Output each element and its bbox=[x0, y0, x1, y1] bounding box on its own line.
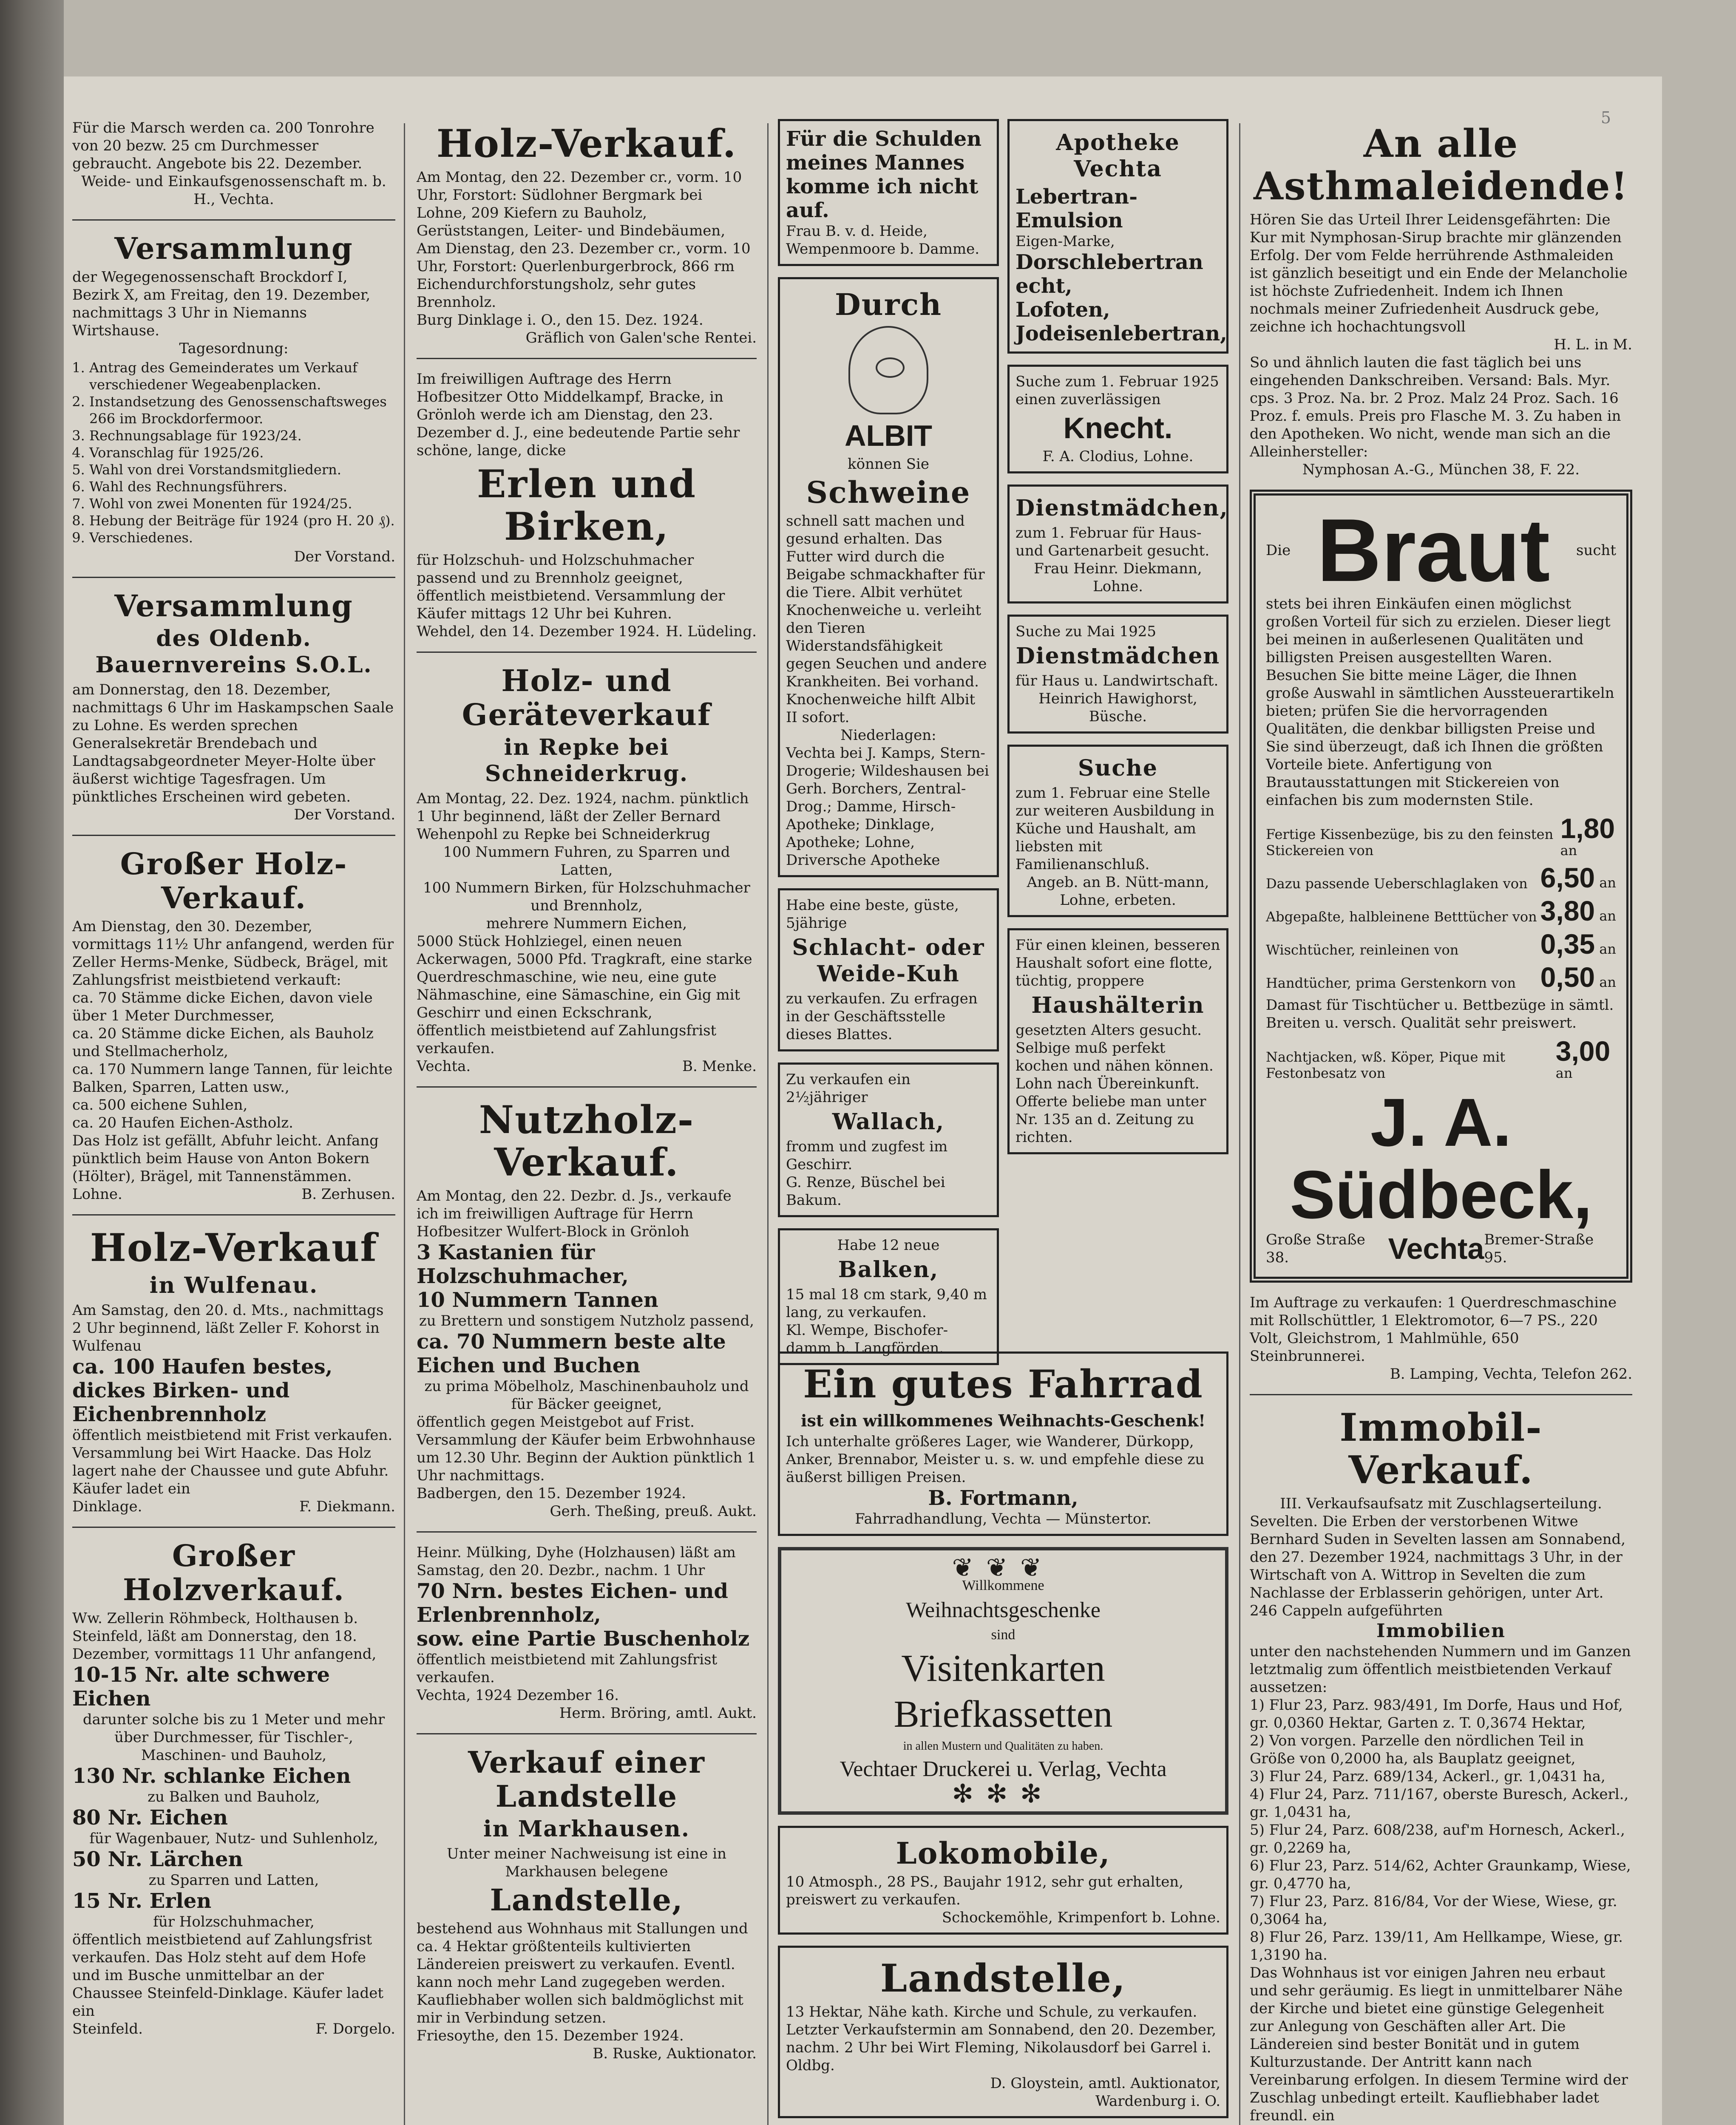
newspaper-page bbox=[64, 76, 1662, 2125]
price-label: Nachtjacken, wß. Köper, Pique mit Festonbesatz von bbox=[1266, 1049, 1506, 1081]
ad-title: Erlen und Birken, bbox=[477, 462, 697, 549]
ad-text: Am Dienstag, den 30. Dezember, vormittags 11½ Uhr anfangend, werden für Zeller Herms-Menke, Südbeck, Brägel, mit Zahlungsfrist meistbietend verkauft: bbox=[72, 918, 394, 989]
ad-apotheke bbox=[1007, 119, 1228, 354]
ad-text: öffentlich meistbietend mit Zahlungsfrist verkaufen. bbox=[417, 1651, 718, 1686]
ad-highlight: Knecht. bbox=[1063, 411, 1173, 445]
ad-signature: B. Menke. bbox=[682, 1058, 757, 1075]
ad-text: Damast für Tischtücher u. Bettbezüge in sämtl. Breiten u. versch. Qualität sehr preiswert. bbox=[1266, 997, 1614, 1031]
ad-marsch bbox=[72, 119, 395, 208]
page-number: 5 bbox=[1600, 108, 1611, 127]
agenda-item: 9. Verschiedenes. bbox=[89, 529, 395, 546]
ad-highlight: Haushälterin bbox=[1031, 992, 1205, 1018]
ad-subtitle: in Markhausen. bbox=[483, 1816, 690, 1842]
ad-title: Landstelle, bbox=[880, 1956, 1126, 2001]
ad-text: am Donnerstag, den 18. Dezember, nachmittags 6 Uhr im Haskampschen Saale zu Lohne. Es werden sprechen Generalsekretär Brendebach und Landtagsabgeordneter Meyer-Holte über äußerst wichtige Tagesfragen. Um pünktliches Erscheinen wird gebeten. bbox=[72, 681, 394, 805]
item-detail: für Holzschuhmacher, bbox=[153, 1913, 315, 1930]
price-value: 0,35 bbox=[1540, 928, 1595, 960]
ad-grosser-holzverkauf-2 bbox=[72, 1539, 395, 2038]
ad-highlight: Briefkassetten bbox=[894, 1693, 1113, 1735]
ad-text: Eigen-Marke, bbox=[1016, 233, 1115, 250]
ad-highlight: Suche bbox=[1078, 755, 1158, 781]
price-unit: an bbox=[1599, 941, 1616, 957]
ad-signature: B. Ruske, Auktionator. bbox=[593, 2045, 757, 2062]
ad-highlight: Schlacht- oder Weide-Kuh bbox=[792, 935, 985, 987]
ad-wallach bbox=[778, 1062, 999, 1217]
ornament: ✻✻✻ bbox=[952, 1780, 1055, 1808]
brand-name: ALBIT bbox=[844, 419, 933, 452]
ad-highlight: Lofoten, Jodeisenlebertran, bbox=[1016, 298, 1227, 346]
ad-signature: Frau B. v. d. Heide, Wempenmoore b. Damme. bbox=[786, 223, 979, 258]
ad-signature: Schockemöhle, Krimpenfort b. Lohne. bbox=[942, 1909, 1220, 1926]
ad-albit bbox=[778, 277, 999, 877]
divider bbox=[417, 1733, 757, 1734]
ad-text: öffentlich gegen Meistgebot auf Frist. Versammlung der Käufer beim Erbwohnhause um 12.30 Uhr. Beginn der Auktion pünktlich 1 Uhr nachmittags. bbox=[417, 1414, 756, 1484]
ad-highlight: sow. eine Partie Buschenholz bbox=[417, 1627, 750, 1651]
ad-text: Habe eine beste, güste, 5jährige bbox=[786, 897, 959, 932]
ad-text: gesetzten Alters gesucht. Selbige muß perfekt kochen und nähen können. Lohn nach Übereinkunft. Offerte beliebe man unter Nr. 135 an d. Zeitung zu richten. bbox=[1016, 1022, 1214, 1146]
ad-grosser-holzverkauf-1 bbox=[72, 847, 395, 1203]
ad-subtitle: in Repke bei Schneiderkrug. bbox=[485, 734, 689, 787]
divider bbox=[72, 219, 395, 221]
ad-footer bbox=[72, 1498, 395, 1516]
ad-text: Hören Sie das Urteil Ihrer Leidensgefährten: Die Kur mit Nymphosan-Sirup brachte mir glänzenden Erfolg. Der vom Felde herrührende Asthmaleiden ist gänzlich beseitigt und ein Ende der Melancholie ist höchste Zufriedenheit. Indem ich Ihnen nochmals meiner Zufriedenheit Ausdruck gebe, zeichne ich hochachtungsvoll bbox=[1250, 211, 1628, 335]
ad-geraeteverkauf bbox=[417, 664, 757, 1075]
price-row bbox=[1266, 1037, 1616, 1081]
ad-holzverkauf-wulfenau bbox=[72, 1227, 395, 1516]
ad-text: Vechta bei J. Kamps, Stern-Drogerie; Wildeshausen bei Gerh. Borchers, Zentral-Drog.; Damme, Hirsch-Apotheke; Dinklage, Apotheke; Lohne, Driversche Apotheke bbox=[786, 745, 989, 869]
ad-text: So und ähnlich lauten die fast täglich bei uns eingehenden Dankschreiben. Versand: Bals. Myr. cps. 3 Proz. Na. br. 2 Proz. Malz 24 Proz. Sach. 16 Proz. f. emuls. Preis pro Flasche M. 3. Zu haben in den Apotheken. Wo nicht, wende man sich an die Alleinhersteller: bbox=[1250, 354, 1621, 460]
list-item: mehrere Nummern Eichen, bbox=[486, 915, 687, 932]
ad-title: Versammlung bbox=[114, 231, 353, 266]
price-label: Fertige Kissenbezüge, bis zu den feinsten Stickereien von bbox=[1266, 826, 1554, 858]
price-unit: an bbox=[1599, 974, 1616, 990]
agenda-item: 3. Rechnungsablage für 1923/24. bbox=[89, 427, 395, 444]
divider bbox=[72, 1214, 395, 1216]
item-detail: für Wagenbauer, Nutz- und Suhlenholz, bbox=[89, 1830, 378, 1847]
list-item: ca. 170 Nummern lange Tannen, für leichte Balken, Sparren, Latten usw., bbox=[72, 1061, 393, 1096]
ad-signature: F. Dorgelo. bbox=[315, 2020, 395, 2037]
ad-braut bbox=[1250, 490, 1632, 1283]
ad-text: zum 1. Februar eine Stelle zur weiteren Ausbildung in Küche und Haushalt, am liebsten mit Familienanschluß. bbox=[1016, 785, 1215, 873]
price-row bbox=[1266, 897, 1616, 925]
ad-text: fromm und zugfest im Geschirr. bbox=[786, 1138, 948, 1173]
price-row bbox=[1266, 814, 1616, 858]
list-item: 1) Flur 23, Parz. 983/491, Im Dorfe, Haus und Hof, gr. 0,0360 Hektar, Garten z. T. 0,3674 Hektar, bbox=[1250, 1697, 1623, 1731]
ad-signature: H. Lüdeling. bbox=[666, 623, 757, 640]
ad-highlight: ca. 100 Haufen bestes, dickes Birken- und Eichenbrennholz bbox=[72, 1355, 333, 1426]
ad-nutzholz bbox=[417, 1099, 757, 1520]
ad-text: zum 1. Februar für Haus- und Gartenarbeit gesucht. bbox=[1016, 524, 1210, 559]
ad-title: Großer Holzverkauf. bbox=[123, 1538, 345, 1607]
item-detail: zu prima Möbelholz, Maschinenbauholz und für Bäcker geeignet, bbox=[424, 1378, 749, 1413]
ad-date: Friesoythe, den 15. Dezember 1924. bbox=[417, 2027, 684, 2044]
ad-signature: Heinrich Hawighorst, Büsche. bbox=[1038, 690, 1197, 725]
ad-text: schnell satt machen und gesund erhalten. Das Futter wird durch die Beigabe schmackhafter für die Tiere. Albit verhütet Knochenweiche u. verleiht den Tieren Widerstandsfähigkeit gegen Seuchen und andere Krankheiten. Bei vorhand. Knochenweiche hilft Albit II sofort. bbox=[786, 513, 987, 726]
divider bbox=[1250, 1394, 1632, 1395]
divider bbox=[417, 358, 757, 359]
ad-text: Sevelten. Die Erben der verstorbenen Witwe Bernhard Suden in Sevelten lassen am Sonnabend, den 27. Dezember 1924, nachmittags 3 Uhr, in der Wirtschaft von A. Wittrop in Sevelten die zum Nachlasse der Erblasserin gehörigen, unter Art. 246 Cappeln aufgeführten bbox=[1250, 1513, 1626, 1619]
agenda-item: 6. Wahl des Rechnungsführers. bbox=[89, 478, 395, 495]
ad-signature: Vechtaer Druckerei u. Verlag, Vechta bbox=[840, 1757, 1167, 1781]
ad-text: Ww. Zellerin Röhmbeck, Holthausen b. Steinfeld, läßt am Donnerstag, den 18. Dezember, vormittags 11 Uhr anfangend, bbox=[72, 1610, 377, 1663]
item-detail: zu Balken und Bauholz, bbox=[148, 1788, 320, 1805]
ad-versammlung-1 bbox=[72, 232, 395, 566]
ad-balken bbox=[778, 1228, 999, 1365]
list-item: 4) Flur 24, Parz. 711/167, oberste Buresch, Ackerl., gr. 1,0431 ha, bbox=[1250, 1786, 1629, 1821]
price-value: 1,80 bbox=[1560, 813, 1615, 844]
item-detail: darunter solche bis zu 1 Meter und mehr über Durchmesser, für Tischler-, Maschinen- und Bauholz, bbox=[82, 1711, 385, 1764]
divider bbox=[72, 835, 395, 836]
ad-text: zu verkaufen. Zu erfragen in der Geschäftsstelle dieses Blattes. bbox=[786, 990, 978, 1043]
item-heading: 10-15 Nr. alte schwere Eichen bbox=[72, 1663, 330, 1711]
column-rule bbox=[404, 123, 405, 2125]
list-item: 100 Nummern Birken, für Holzschuhmacher und Brennholz, bbox=[423, 879, 750, 914]
ad-highlight: Balken, bbox=[838, 1257, 939, 1283]
agenda-item: 1. Antrag des Gemeinderates um Verkauf verschiedener Wegeabenplacken. bbox=[89, 359, 395, 393]
ad-text: 13 Hektar, Nähe kath. Kirche und Schule, zu verkaufen. Letzter Verkaufstermin am Sonnabend, den 20. Dezember, nachm. 2 Uhr bei Wirt Fleming, Nikolausdorf bei Garrel i. Oldbg. bbox=[786, 2003, 1217, 2074]
ad-title: Lokomobile, bbox=[896, 1836, 1111, 1871]
ad-signature: Gräflich von Galen'sche Rentei. bbox=[525, 329, 757, 346]
ad-title: Holz-Verkauf. bbox=[436, 121, 737, 166]
list-item: unter den nachstehenden Nummern und im Ganzen letztmalig zum öffentlich meistbietenden Verkauf aussetzen: bbox=[1250, 1643, 1631, 1696]
ad-signature: Nymphosan A.-G., München 38, F. 22. bbox=[1302, 461, 1580, 478]
ad-signature: Kl. Wempe, Bischofer-damm b. Langförden. bbox=[786, 1322, 948, 1357]
ad-text: Heinr. Mülking, Dyhe (Holzhausen) läßt am Samstag, den 20. Dezbr., nachm. 1 Uhr bbox=[417, 1544, 736, 1579]
pig-illustration bbox=[848, 326, 928, 414]
ad-text: Am Montag, 22. Dez. 1924, nachm. pünktlich 1 Uhr beginnend, läßt der Zeller Bernard Wehenpohl zu Repke bei Schneiderkrug bbox=[417, 790, 749, 843]
ad-highlight: Wallach, bbox=[832, 1109, 945, 1135]
firm-name: J. A. Südbeck, bbox=[1290, 1084, 1592, 1232]
ad-footer bbox=[72, 2020, 395, 2038]
price-value: 0,50 bbox=[1540, 961, 1595, 993]
ad-date: Wehdel, den 14. Dezember 1924. bbox=[417, 623, 660, 640]
ad-title: An alle Asthmaleidende! bbox=[1253, 121, 1628, 209]
price-label: Abgepaßte, halbleinene Betttücher von bbox=[1266, 909, 1537, 925]
ad-erlen-birken bbox=[417, 370, 757, 640]
ad-versammlung-2 bbox=[72, 589, 395, 824]
list-item: ca. 20 Stämme dicke Eichen, als Bauholz und Stellmacherholz, bbox=[72, 1025, 374, 1060]
ad-fahrrad bbox=[778, 1352, 1228, 1536]
item-heading: 3 Kastanien für Holzschuhmacher, bbox=[417, 1241, 629, 1288]
ad-subtitle: in Wulfenau. bbox=[149, 1272, 318, 1298]
ad-signature: Weide- und Einkaufsgenossenschaft m. b. H., Vechta. bbox=[81, 173, 386, 208]
item-heading: 50 Nr. Lärchen bbox=[72, 1847, 243, 1871]
ad-highlight: Schweine bbox=[806, 475, 971, 510]
ad-title: Durch bbox=[835, 287, 942, 322]
ad-title: Holz-Verkauf bbox=[90, 1225, 378, 1270]
ad-subheading: Immobilien bbox=[1376, 1620, 1506, 1642]
ad-signature: H. L. in M. bbox=[1554, 336, 1632, 353]
ad-text: Unter meiner Nachweisung ist eine in Markhausen belegene bbox=[447, 1845, 726, 1880]
ad-schulden bbox=[778, 119, 999, 266]
ad-header bbox=[1266, 500, 1616, 600]
ad-highlight: 70 Nrn. bestes Eichen- und Erlenbrennholz, bbox=[417, 1579, 728, 1627]
ad-text: für Haus u. Landwirtschaft. bbox=[1016, 672, 1219, 689]
ad-text: öffentlich meistbietend auf Zahlungsfrist verkaufen. bbox=[417, 1022, 717, 1057]
ad-text: Habe 12 neue bbox=[837, 1237, 940, 1254]
ad-signature: Frau Heinr. Diekmann, Lohne. bbox=[1034, 560, 1202, 595]
firm-addresses bbox=[1266, 1231, 1616, 1266]
ad-place: Dinklage. bbox=[72, 1498, 142, 1515]
list-item: ca. 70 Stämme dicke Eichen, davon viele über 1 Meter Durchmesser, bbox=[72, 989, 373, 1024]
item-heading: ca. 70 Nummern beste alte Eichen und Buchen bbox=[417, 1330, 726, 1377]
ad-note: Das Holz ist gefällt, Abfuhr leicht. Anfang pünktlich beim Hause von Anton Bokern (Hölter), Brägel, mit Tannenstämmen. bbox=[72, 1132, 379, 1185]
ad-lokomobile bbox=[778, 1826, 1228, 1935]
ad-highlight: Dienstmädchen, bbox=[1016, 495, 1228, 521]
ad-text: Das Wohnhaus ist vor einigen Jahren neu erbaut und sehr geräumig. Es liegt in unmittelbarer Nähe der Kirche und bietet eine günstige Gelegenheit zur Anlegung von Geschäften aller Art. Die Ländereien sind bester Bonität und in gutem Kulturzustande. Der Antritt kann nach Vereinbarung erfolgen. In diesem Termine wird der Zuschlag unbedingt erteilt. Kaufliebhaber ladet freundl. ein bbox=[1250, 1964, 1628, 2124]
price-unit: an bbox=[1599, 908, 1616, 924]
list-item: 100 Nummern Fuhren, zu Sparren und Latten, bbox=[443, 844, 730, 878]
column-1 bbox=[72, 119, 395, 2049]
ad-footer bbox=[72, 1185, 395, 1203]
item-detail: zu Sparren und Latten, bbox=[148, 1872, 319, 1889]
ad-text: Für einen kleinen, besseren Haushalt sofort eine flotte, tüchtig, proppere bbox=[1016, 937, 1220, 989]
ad-text: Zu verkaufen ein 2½jähriger bbox=[786, 1071, 911, 1106]
price-value: 3,80 bbox=[1540, 895, 1595, 926]
ad-signature: Gerh. Theßing, preuß. Aukt. bbox=[550, 1503, 757, 1520]
ad-footer bbox=[417, 623, 757, 640]
agenda-item: 8. Hebung der Beiträge für 1924 (pro H. 20 ₰). bbox=[89, 512, 395, 529]
price-unit: an bbox=[1599, 875, 1616, 891]
agenda-item: 4. Voranschlag für 1925/26. bbox=[89, 444, 395, 461]
ad-asthma bbox=[1250, 122, 1632, 479]
ad-place: Vechta. bbox=[417, 1058, 471, 1075]
price-value: 3,00 bbox=[1555, 1035, 1611, 1067]
column-3-4-lower bbox=[778, 1352, 1228, 2125]
ad-highlight: Für die Schulden meines Mannes komme ich nicht auf. bbox=[786, 127, 982, 222]
ad-text: sind bbox=[991, 1627, 1016, 1643]
ad-suche bbox=[1007, 745, 1228, 917]
ad-title: Holz- und Geräteverkauf bbox=[462, 663, 712, 732]
ad-dienstmaedchen-2 bbox=[1007, 615, 1228, 734]
ad-signature: Der Vorstand. bbox=[294, 806, 395, 823]
ad-brennholz-dyhe bbox=[417, 1544, 757, 1722]
ad-signature: Der Vorstand. bbox=[294, 548, 395, 565]
column-rule bbox=[1239, 123, 1240, 2125]
divider bbox=[417, 1531, 757, 1533]
item-heading: 130 Nr. schlanke Eichen bbox=[72, 1764, 351, 1788]
list-item: 7) Flur 23, Parz. 816/84, Vor der Wiese, Wiese, gr. 0,3064 ha, bbox=[1250, 1893, 1617, 1928]
ad-signature: F. A. Clodius, Lohne. bbox=[1042, 448, 1194, 465]
ad-subtitle: ist ein willkommenes Weihnachts-Geschenk! bbox=[801, 1411, 1206, 1430]
ad-date: Badbergen, den 15. Dezember 1924. bbox=[417, 1485, 686, 1502]
ad-text: Für die Marsch werden ca. 200 Tonrohre von 20 bezw. 25 cm Durchmesser gebraucht. Angebote bis 22. Dezember. bbox=[72, 119, 374, 172]
ornament: ❦❦❦ bbox=[952, 1554, 1055, 1582]
ad-text: können Sie bbox=[848, 456, 929, 473]
ad-text: für Holzschuh- und Holzschuhmacher passend und zu Brennholz geeignet, öffentlich meistbietend. Versammlung der Käufer mittags 12 Uhr bei Kuhren. bbox=[417, 552, 725, 622]
ad-title: Weihnachtsgeschenke bbox=[906, 1598, 1101, 1622]
ad-text: in allen Mustern und Qualitäten zu haben. bbox=[903, 1740, 1103, 1753]
ad-signature: F. Diekmann. bbox=[299, 1498, 395, 1515]
ad-signature: Angeb. an B. Nütt-mann, Lohne, erbeten. bbox=[1027, 874, 1209, 909]
ad-highlight: Dienstmädchen bbox=[1016, 643, 1220, 669]
divider bbox=[72, 577, 395, 578]
item-detail: zu Brettern und sonstigem Nutzholz passend, bbox=[419, 1312, 755, 1329]
ad-address: Bremer-Straße 95. bbox=[1484, 1231, 1594, 1266]
ad-signature: G. Renze, Büschel bei Bakum. bbox=[786, 1174, 945, 1209]
ad-text: Im Auftrage zu verkaufen: 1 Querdreschmaschine mit Rollschüttler, 1 Elektromotor, 6—7 PS., 220 Volt, Gleichstrom, 1 Mahlmühle, 650 Steinbrunnerei. bbox=[1250, 1294, 1617, 1365]
ad-signature: Herm. Bröring, amtl. Aukt. bbox=[559, 1705, 757, 1722]
price-value: 6,50 bbox=[1540, 862, 1595, 893]
firm-city: Vechta bbox=[1388, 1232, 1484, 1265]
ad-text: Am Dienstag, den 23. Dezember cr., vorm. 10 Uhr, Forstort: Querlenburgerbrock, 866 rm Eichendurchforstungsholz, sehr gutes Brennholz. bbox=[417, 240, 751, 311]
list-item: 8) Flur 26, Parz. 139/11, Am Hellkampe, Wiese, gr. 1,3190 ha. bbox=[1250, 1929, 1623, 1964]
list-item: 3) Flur 24, Parz. 689/134, Ackerl., gr. 1,0431 ha, bbox=[1250, 1768, 1606, 1785]
divider bbox=[72, 1527, 395, 1528]
ad-landstelle-markhausen bbox=[417, 1745, 757, 2063]
item-heading: 80 Nr. Eichen bbox=[72, 1806, 228, 1830]
ad-druckerei bbox=[778, 1547, 1228, 1815]
ad-address: Fahrradhandlung, Vechta — Münstertor. bbox=[855, 1510, 1152, 1527]
ad-dienstmaedchen-1 bbox=[1007, 484, 1228, 604]
ad-title: Nutzholz-Verkauf. bbox=[479, 1097, 695, 1185]
ad-signature: D. Gloystein, amtl. Auktionator, bbox=[990, 2075, 1220, 2092]
divider bbox=[417, 652, 757, 653]
ad-text: Suche zu Mai 1925 bbox=[1016, 623, 1156, 640]
book-binding bbox=[0, 0, 64, 2125]
ad-text: 15 mal 18 cm stark, 9,40 m lang, zu verkaufen. bbox=[786, 1286, 987, 1321]
ad-signature: B. Zerhusen. bbox=[301, 1186, 395, 1203]
agenda-title: Tagesordnung: bbox=[179, 340, 289, 357]
ad-date: Burg Dinklage i. O., den 15. Dez. 1924. bbox=[417, 312, 703, 329]
divider bbox=[417, 1086, 757, 1088]
ad-text: Am Montag, den 22. Dezember cr., vorm. 10 Uhr, Forstort: Südlohner Bergmark bei Lohne, 209 Kiefern zu Bauholz, Gerüststangen, Leiter- und Bindebäumen, bbox=[417, 169, 742, 239]
ad-text: der Wegegenossenschaft Brockdorf I, Bezirk X, am Freitag, den 19. Dezember, nachmittags 3 Uhr in Niemanns Wirtshause. bbox=[72, 269, 371, 339]
ad-title: Verkauf einer Landstelle bbox=[468, 1745, 705, 1814]
price-row bbox=[1266, 864, 1616, 892]
ad-signature: B. Fortmann, bbox=[928, 1486, 1078, 1510]
column-4 bbox=[1007, 119, 1228, 1165]
ad-text: Die bbox=[1266, 542, 1291, 559]
ad-landstelle bbox=[778, 1946, 1228, 2118]
ad-signature: B. Lamping, Vechta, Telefon 262. bbox=[1390, 1366, 1632, 1383]
ad-text: 10 Atmosph., 28 PS., Baujahr 1912, sehr gut erhalten, preiswert zu verkaufen. bbox=[786, 1873, 1184, 1908]
ad-schlachtkuh bbox=[778, 888, 999, 1051]
ad-haushaelterin bbox=[1007, 928, 1228, 1154]
ad-text: Ich unterhalte größeres Lager, wie Wanderer, Dürkopp, Anker, Brennabor, Meister u. s. w. und empfehle diese zu äußerst billigen Preisen. bbox=[786, 1433, 1205, 1486]
list-item: 2) Von vorgen. Parzelle den nördlichen Teil in Größe von 0,2000 ha, als Bauplatz geeignet, bbox=[1250, 1732, 1584, 1767]
ad-text: öffentlich meistbietend mit Frist verkaufen. Versammlung bei Wirt Haacke. Das Holz lagert nahe der Chaussee und gute Abfuhr. Käufer ladet ein bbox=[72, 1427, 393, 1497]
price-label: Handtücher, prima Gerstenkorn von bbox=[1266, 975, 1516, 991]
ad-title: Ein gutes Fahrrad bbox=[803, 1362, 1203, 1407]
list-item: 5) Flur 24, Parz. 608/238, auf'm Hornesch, Ackerl., gr. 0,2269 ha, bbox=[1250, 1822, 1625, 1856]
ad-place: Lohne. bbox=[72, 1186, 122, 1203]
ad-title: Großer Holz-Verkauf. bbox=[120, 846, 348, 915]
agenda-item: 2. Instandsetzung des Genossenschaftsweges 266 im Brockdorfermoor. bbox=[89, 393, 395, 427]
agenda-item: 5. Wahl von drei Vorstandsmitgliedern. bbox=[89, 461, 395, 478]
price-unit: an bbox=[1555, 1065, 1573, 1081]
ad-title: Braut bbox=[1316, 500, 1550, 600]
ad-text: Am Samstag, den 20. d. Mts., nachmittags 2 Uhr beginnend, läßt Zeller F. Kohorst in Wulfenau bbox=[72, 1302, 384, 1354]
agenda-item: 7. Wohl von zwei Monenten für 1924/25. bbox=[89, 495, 395, 512]
price-label: Dazu passende Ueberschlaglaken von bbox=[1266, 876, 1528, 892]
column-3 bbox=[778, 119, 999, 1376]
list-item: 5000 Stück Hohlziegel, einen neuen Ackerwagen, 5000 Pfd. Tragkraft, eine starke Querdreschmaschine, wie neu, eine gute Nähmaschine, eine Sämaschine, ein Gig mit Geschirr und einen Eckschrank, bbox=[417, 933, 752, 1021]
ad-address: Wardenburg i. O. bbox=[1095, 2093, 1220, 2110]
ad-subtitle: III. Verkaufsaufsatz mit Zuschlagserteilung. bbox=[1280, 1495, 1602, 1512]
ad-text: Im freiwilligen Auftrage des Herrn Hofbesitzer Otto Middelkampf, Bracke, in Grönloh werde ich am Dienstag, den 23. Dezember d. J., eine bedeutende Partie sehr schöne, lange, dicke bbox=[417, 371, 740, 459]
list-item: ca. 500 eichene Suhlen, bbox=[72, 1096, 248, 1114]
ad-text: Am Montag, den 22. Dezbr. d. Js., verkaufe ich im freiwilligen Auftrage für Herrn Hofbesitzer Wulfert-Block in Grönloh bbox=[417, 1187, 732, 1240]
ad-title: Apotheke Vechta bbox=[1056, 130, 1180, 182]
list-item: ca. 20 Haufen Eichen-Astholz. bbox=[72, 1114, 293, 1131]
ad-subheading: Niederlagen: bbox=[840, 727, 936, 744]
ad-place: Steinfeld. bbox=[72, 2020, 143, 2037]
column-5 bbox=[1250, 119, 1632, 2125]
price-row bbox=[1266, 963, 1616, 991]
ad-footer bbox=[417, 1057, 757, 1075]
ad-text: öffentlich meistbietend auf Zahlungsfrist verkaufen. Das Holz steht auf dem Hofe und im Busche unmittelbar an der Chaussee Steinfeld-Dinklage. Käufer ladet ein bbox=[72, 1931, 384, 2020]
ad-highlight: Lebertran-Emulsion bbox=[1016, 185, 1138, 232]
ad-title: Immobil-Verkauf. bbox=[1339, 1405, 1543, 1493]
ad-title: Versammlung bbox=[114, 588, 353, 623]
price-label: Wischtücher, reinleinen von bbox=[1266, 942, 1459, 958]
ad-subtitle: des Oldenb. Bauernvereins S.O.L. bbox=[95, 626, 372, 678]
ad-lamping bbox=[1250, 1294, 1632, 1383]
ad-highlight: Visitenkarten bbox=[901, 1647, 1105, 1689]
ad-holzverkauf-galen bbox=[417, 122, 757, 347]
ad-knecht bbox=[1007, 365, 1228, 473]
ad-highlight: Landstelle, bbox=[490, 1882, 684, 1918]
item-heading: 15 Nr. Erlen bbox=[72, 1889, 212, 1913]
ad-date: Vechta, 1924 Dezember 16. bbox=[417, 1687, 619, 1704]
column-rule bbox=[767, 123, 769, 2125]
ad-text: stets bei ihren Einkäufen einen möglichst großen Vorteil für sich zu erzielen. Dieser liegt bei meinen in außerlesenen Qualitäten und billigsten Preisen ausgestellten Waren. Besuchen Sie bitte meine Läger, die Ihnen große Auswahl in sämtlichen Aussteuerartikeln bieten; prüfen Sie die hervorragenden Qualitäten, die denkbar billigsten Preise und Sie sind überzeugt, daß ich Ihnen die größten Vorteile biete. Anfertigung von Brautausstattungen mit Stickereien von einfachen bis zum modernsten Stile. bbox=[1266, 595, 1614, 809]
ad-highlight: Dorschlebertran echt, bbox=[1016, 250, 1203, 298]
ad-text: bestehend aus Wohnhaus mit Stallungen und ca. 4 Hektar größtenteils kultivierten Ländereien preiswert zu verkaufen. Eventl. kann noch mehr Land zugegeben werden. Kaufliebhaber wollen sich baldmöglichst mit mir in Verbindung setzen. bbox=[417, 1920, 748, 2026]
ad-address: Große Straße 38. bbox=[1266, 1231, 1365, 1266]
ad-text: sucht bbox=[1576, 542, 1616, 559]
item-heading: 10 Nummern Tannen bbox=[417, 1288, 658, 1312]
price-unit: an bbox=[1560, 842, 1577, 858]
ad-text: Suche zum 1. Februar 1925 einen zuverlässigen bbox=[1016, 373, 1219, 408]
agenda-list bbox=[89, 359, 395, 546]
list-item: 6) Flur 23, Parz. 514/62, Achter Graunkamp, Wiese, gr. 0,4770 ha, bbox=[1250, 1857, 1631, 1892]
ad-immobil bbox=[1250, 1406, 1632, 2125]
price-row bbox=[1266, 930, 1616, 958]
column-2 bbox=[417, 119, 757, 2074]
ad-text: Willkommene bbox=[962, 1578, 1044, 1593]
